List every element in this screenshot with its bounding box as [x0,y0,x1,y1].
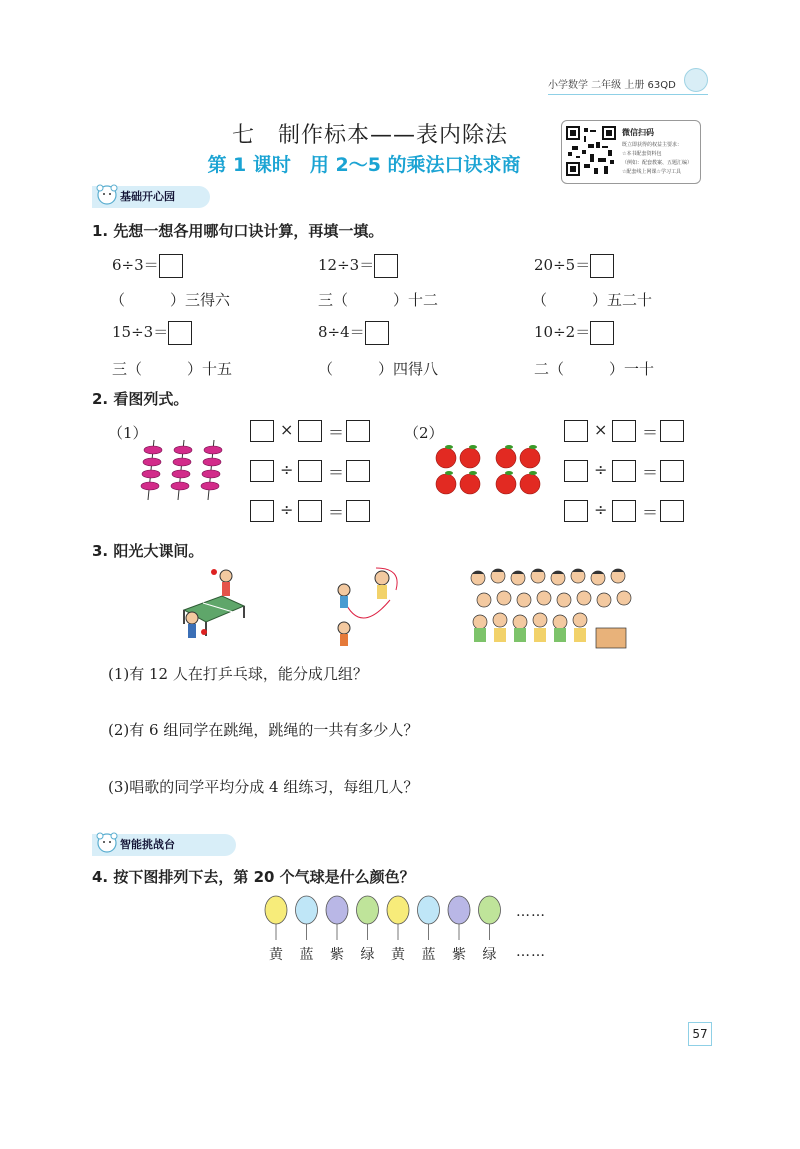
answer-box[interactable] [298,500,322,522]
answer-box[interactable] [660,420,684,442]
q1-mnemonic[interactable]: 二（ ）一十 [534,360,655,378]
balloon-color-label: 绿 [482,947,497,963]
q1-item [534,321,614,345]
section-banner-challenge [92,834,236,856]
answer-box[interactable] [564,420,588,442]
balloon-icon [326,896,348,940]
balloon-row [262,894,512,942]
answer-box[interactable] [374,254,398,278]
answer-box[interactable] [159,254,183,278]
answer-box[interactable] [564,500,588,522]
question-3-title: 3. 阳光大课间。 [92,542,204,560]
answer-box[interactable] [564,460,588,482]
q3-subquestion-1: (1)有 12 人在打乒乓球，能分成几组？ [108,665,368,683]
balloon-ellipsis: …… [516,904,546,920]
bear-mascot-icon [96,182,118,206]
balloon-color-label: 绿 [360,947,375,963]
section-challenge-label: 智能挑战台 [120,838,175,851]
bead-strings-illustration [136,438,232,502]
balloon-color-label: 蓝 [421,947,436,963]
divide-sign: ÷ [280,500,294,519]
balloon-icon [357,896,379,940]
q1-item [318,321,389,345]
qr-line: 既立即获得的权益主要求： [622,142,683,148]
answer-box[interactable] [612,500,636,522]
balloon-icon [448,896,470,940]
q1-mnemonic[interactable]: 三（ ）十五 [112,360,233,378]
bear-mascot-icon [96,830,118,854]
answer-box[interactable] [612,420,636,442]
divide-sign: ÷ [594,500,608,519]
q3-subquestion-2: (2)有 6 组同学在跳绳，跳绳的一共有多少人？ [108,721,419,739]
balloon-color-label: 紫 [330,947,344,963]
header-mascot-icon [684,68,708,92]
q1-expression: 8÷4＝ [318,323,365,341]
label-ellipsis: …… [516,944,546,960]
q1-expression: 15÷3＝ [112,323,169,341]
answer-box[interactable] [660,500,684,522]
balloon-color-label: 黄 [269,947,283,963]
q3-subquestion-3: (3)唱歌的同学平均分成 4 组练习，每组几人？ [108,778,419,796]
q1-item [112,254,183,278]
times-sign: × [280,420,294,439]
qr-line: ☆配套线上网课☆学习工具 [622,169,681,175]
answer-box[interactable] [346,420,370,442]
balloon-color-label: 紫 [452,947,466,963]
q2-part-2-label: （2） [404,424,444,442]
answer-box[interactable] [250,420,274,442]
qr-title: 微信扫码 [622,128,654,137]
answer-box[interactable] [168,321,192,345]
balloon-icon [387,896,409,940]
divide-sign: ÷ [280,460,294,479]
q1-item [318,254,398,278]
equals-sign: ＝ [642,423,659,442]
equals-sign: ＝ [328,423,345,442]
answer-box[interactable] [590,254,614,278]
section-banner-basic [92,186,210,208]
times-sign: × [594,420,608,439]
answer-box[interactable] [250,500,274,522]
equals-sign: ＝ [642,503,659,522]
q1-item [112,321,192,345]
q1-item [534,254,614,278]
answer-box[interactable] [346,460,370,482]
question-1-title: 1. 先想一想各用哪句口诀计算，再填一填。 [92,222,384,240]
equals-sign: ＝ [328,503,345,522]
balloon-icon [265,896,287,940]
answer-box[interactable] [250,460,274,482]
lesson-title: 第 1 课时 用 2～5 的乘法口诀求商 [207,154,521,176]
balloon-color-label: 蓝 [299,947,314,963]
q1-expression: 6÷3＝ [112,256,159,274]
qr-code-icon[interactable] [566,126,616,176]
answer-box[interactable] [660,460,684,482]
q1-mnemonic[interactable]: （ ）四得八 [318,360,439,378]
ping-pong-illustration [178,566,248,652]
answer-box[interactable] [298,460,322,482]
question-4-title: 4. 按下图排列下去，第 20 个气球是什么颜色？ [92,868,415,886]
balloon-icon [296,896,318,940]
equals-sign: ＝ [328,463,345,482]
balloon-icon [479,896,501,940]
page-number: 57 [688,1022,712,1046]
balloon-color-label: 黄 [391,947,405,963]
section-basic-label: 基础开心园 [120,190,175,203]
q1-expression: 20÷5＝ [534,256,591,274]
q2-part-1-label: （1） [108,424,148,442]
answer-box[interactable] [590,321,614,345]
answer-box[interactable] [365,321,389,345]
q1-expression: 10÷2＝ [534,323,591,341]
q1-mnemonic[interactable]: （ ）五二十 [532,291,653,309]
q1-mnemonic[interactable]: 三（ ）十二 [318,291,439,309]
chapter-title: 七 制作标本——表内除法 [231,123,508,148]
q1-expression: 12÷3＝ [318,256,375,274]
qr-line: ☆本书配套资料包 [622,151,662,157]
book-info: 小学数学 二年级 上册 63QD [548,76,708,95]
q1-mnemonic[interactable]: （ ）三得六 [110,291,231,309]
equals-sign: ＝ [642,463,659,482]
balloon-icon [418,896,440,940]
answer-box[interactable] [346,500,370,522]
divide-sign: ÷ [594,460,608,479]
question-2-title: 2. 看图列式。 [92,390,189,408]
answer-box[interactable] [298,420,322,442]
jump-rope-illustration [330,566,406,652]
choir-illustration [464,566,636,652]
apples-illustration [434,442,546,500]
qr-line: （例如：配套教案、五题汇编） [622,160,693,166]
answer-box[interactable] [612,460,636,482]
